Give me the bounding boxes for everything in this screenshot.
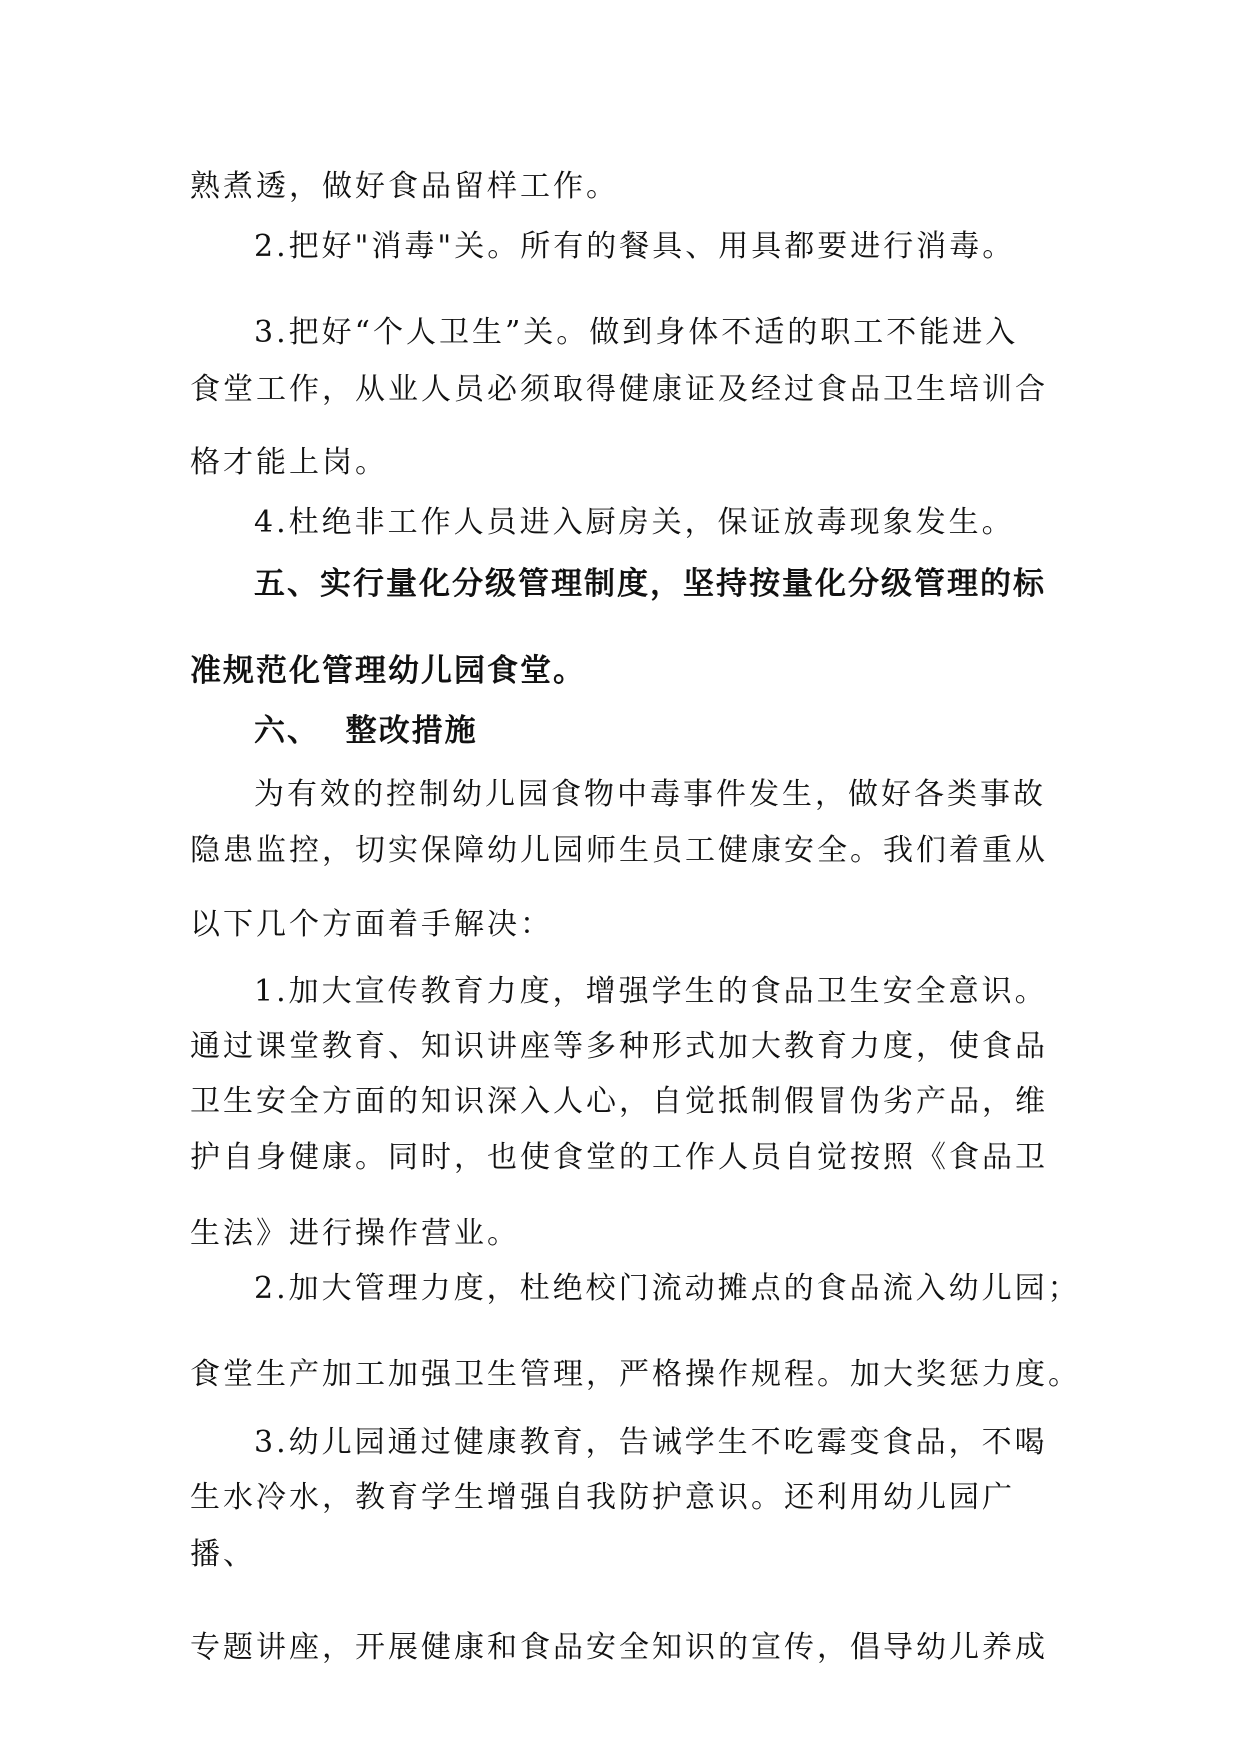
paragraph-line: 以下几个方面着手解决： xyxy=(190,907,553,942)
paragraph-line: 食堂生产加工加强卫生管理，严格操作规程。加大奖惩力度。 xyxy=(190,1357,1081,1392)
section-heading-five-continued: 准规范化管理幼儿园食堂。 xyxy=(190,653,586,689)
section-heading-six: 六、 整改措施 xyxy=(254,713,478,749)
paragraph-line: 生法》进行操作营业。 xyxy=(190,1216,520,1251)
paragraph-line: 2.把好"消毒"关。所有的餐具、用具都要进行消毒。 xyxy=(254,229,1016,264)
paragraph-line: 通过课堂教育、知识讲座等多种形式加大教育力度，使食品 xyxy=(190,1029,1048,1064)
paragraph-line: 专题讲座，开展健康和食品安全知识的宣传，倡导幼儿养成 xyxy=(190,1630,1048,1665)
paragraph-line: 播、 xyxy=(190,1537,256,1572)
paragraph-line: 生水冷水，教育学生增强自我防护意识。还利用幼儿园广 xyxy=(190,1480,1015,1515)
paragraph-line: 格才能上岗。 xyxy=(190,445,388,480)
paragraph-line: 3.把好“个人卫生”关。做到身体不适的职工不能进入 xyxy=(254,315,1019,350)
paragraph-line: 护自身健康。同时，也使食堂的工作人员自觉按照《食品卫 xyxy=(190,1140,1048,1175)
paragraph-line: 隐患监控，切实保障幼儿园师生员工健康安全。我们着重从 xyxy=(190,833,1048,868)
paragraph-line: 卫生安全方面的知识深入人心，自觉抵制假冒伪劣产品，维 xyxy=(190,1084,1048,1119)
section-heading-five: 五、实行量化分级管理制度，坚持按量化分级管理的标 xyxy=(254,566,1046,602)
paragraph-line: 4.杜绝非工作人员进入厨房关，保证放毒现象发生。 xyxy=(254,505,1015,540)
paragraph-line: 为有效的控制幼儿园食物中毒事件发生，做好各类事故 xyxy=(254,777,1046,812)
paragraph-line: 2.加大管理力度，杜绝校门流动摊点的食品流入幼儿园； xyxy=(254,1271,1081,1306)
paragraph-line: 熟煮透，做好食品留样工作。 xyxy=(190,169,619,204)
paragraph-line: 3.幼儿园通过健康教育，告诫学生不吃霉变食品，不喝 xyxy=(254,1425,1048,1460)
paragraph-line: 1.加大宣传教育力度，增强学生的食品卫生安全意识。 xyxy=(254,974,1048,1009)
paragraph-line: 食堂工作，从业人员必须取得健康证及经过食品卫生培训合 xyxy=(190,372,1048,407)
